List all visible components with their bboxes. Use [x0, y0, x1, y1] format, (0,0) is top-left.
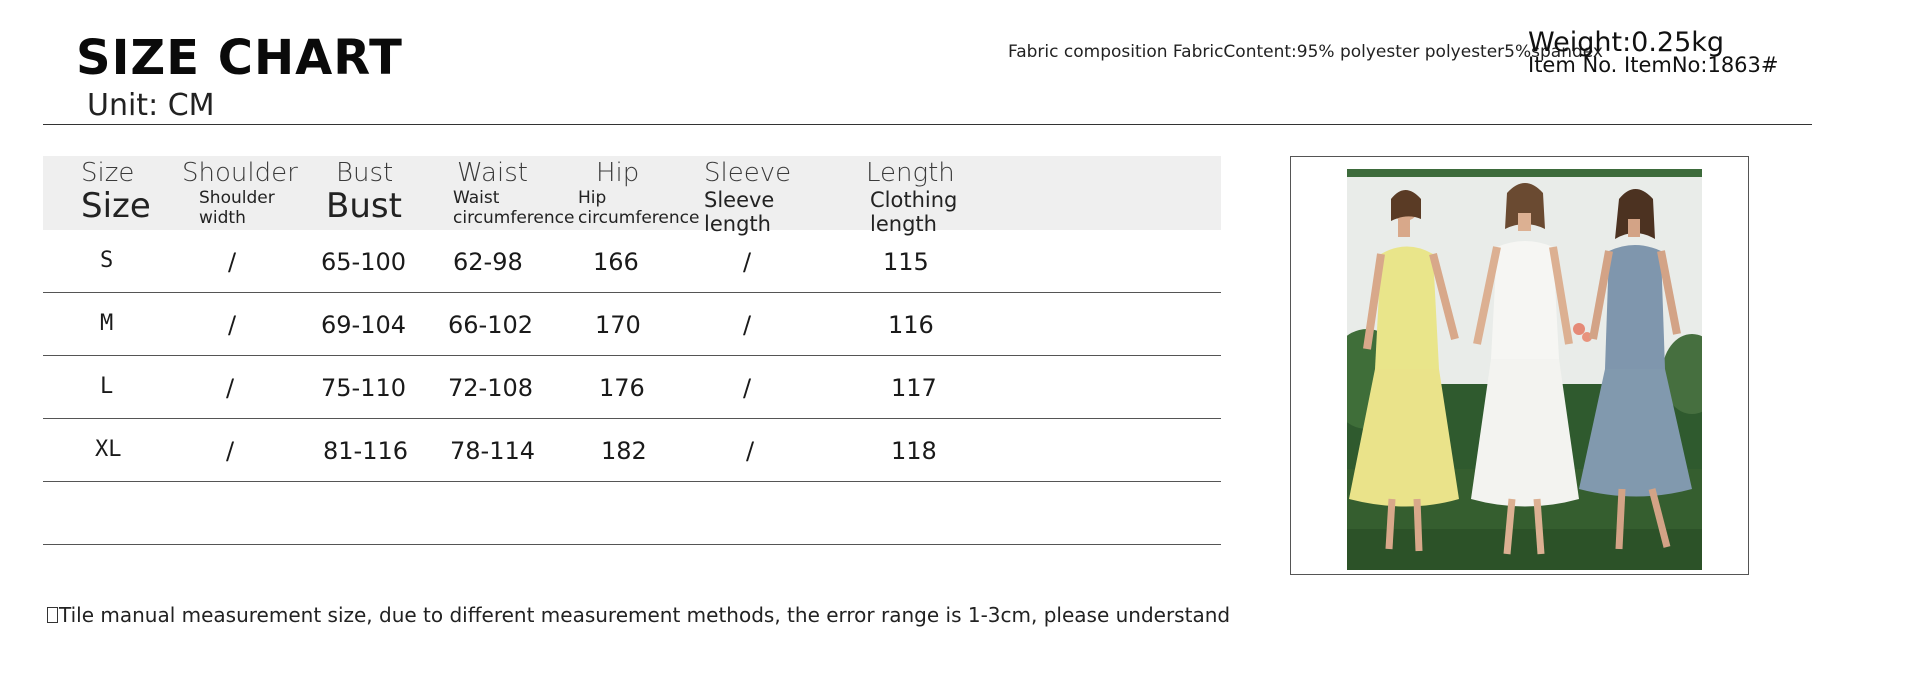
item-number: Item No. ItemNo:1863# — [1528, 53, 1779, 77]
col-hip-en: Hip — [596, 158, 640, 188]
table-row — [43, 356, 1221, 419]
product-photo-frame — [1290, 156, 1749, 575]
measurement-note — [47, 603, 1230, 627]
col-size — [81, 158, 151, 224]
cell-waist: 66-102 — [448, 311, 534, 339]
product-photo — [1347, 169, 1702, 570]
cell-size: L — [100, 374, 114, 399]
col-length-sub2: length — [870, 212, 937, 236]
cell-length: 118 — [891, 437, 937, 465]
col-shoulder-en: Shoulder — [182, 158, 298, 188]
cell-bust: 81-116 — [323, 437, 409, 465]
three-models-icon — [1347, 169, 1702, 570]
col-waist-en: Waist — [457, 158, 528, 188]
cell-waist: 62-98 — [453, 248, 523, 276]
col-bust-en: Bust — [336, 158, 394, 188]
page-title: SIZE CHART — [76, 30, 403, 86]
cell-waist: 72-108 — [448, 374, 534, 402]
size-table — [43, 156, 1221, 545]
cell-length: 117 — [891, 374, 937, 402]
fabric-composition: Fabric composition FabricContent:95% polyester polyester5%spandex — [1008, 42, 1603, 62]
col-length-sub: Clothing — [870, 188, 958, 212]
col-waist-sub2: circumference — [453, 208, 575, 228]
cell-shoulder: / — [228, 311, 237, 339]
col-size-sub: Size — [81, 186, 151, 226]
col-shoulder-sub2: width — [199, 208, 246, 228]
col-bust-sub: Bust — [326, 186, 402, 226]
cell-hip: 170 — [595, 311, 641, 339]
cell-bust: 69-104 — [321, 311, 407, 339]
cell-shoulder: / — [226, 374, 235, 402]
table-header — [43, 156, 1221, 236]
col-length-en: Length — [866, 158, 955, 188]
col-shoulder — [182, 158, 298, 228]
col-size-en: Size — [81, 158, 135, 188]
cell-bust: 75-110 — [321, 374, 407, 402]
col-length — [866, 158, 957, 236]
cell-hip: 166 — [593, 248, 639, 276]
col-sleeve-sub: Sleeve — [704, 188, 775, 212]
cell-sleeve: / — [743, 374, 752, 402]
weight-label: Weight:0.25kg — [1528, 27, 1725, 58]
table-row — [43, 293, 1221, 356]
col-bust — [326, 158, 402, 224]
col-sleeve-en: Sleeve — [704, 158, 792, 188]
col-hip-sub2: circumference — [578, 208, 700, 228]
col-shoulder-sub: Shoulder — [199, 188, 275, 208]
cell-sleeve: / — [743, 248, 752, 276]
cell-size: M — [100, 311, 114, 336]
col-sleeve — [704, 158, 791, 236]
col-sleeve-sub2: length — [704, 212, 771, 236]
table-row — [43, 230, 1221, 293]
cell-shoulder: / — [226, 437, 235, 465]
note-text: Tile manual measurement size, due to different measurement methods, the error range is 1-3cm, please understand — [59, 603, 1231, 627]
note-bullet-icon — [47, 607, 58, 623]
cell-hip: 182 — [601, 437, 647, 465]
col-hip-sub: Hip — [578, 188, 607, 208]
cell-waist: 78-114 — [450, 437, 536, 465]
col-waist — [453, 158, 574, 228]
table-body — [43, 230, 1221, 545]
header-divider — [43, 124, 1812, 125]
cell-size: XL — [95, 437, 122, 462]
table-row — [43, 419, 1221, 482]
col-hip — [578, 158, 699, 228]
cell-sleeve: / — [743, 311, 752, 339]
cell-shoulder: / — [228, 248, 237, 276]
cell-length: 116 — [888, 311, 934, 339]
cell-sleeve: / — [746, 437, 755, 465]
unit-label: Unit: CM — [87, 88, 215, 123]
cell-size: S — [100, 248, 114, 273]
cell-bust: 65-100 — [321, 248, 407, 276]
col-waist-sub: Waist — [453, 188, 500, 208]
cell-length: 115 — [883, 248, 929, 276]
cell-hip: 176 — [599, 374, 645, 402]
table-row-empty — [43, 482, 1221, 545]
